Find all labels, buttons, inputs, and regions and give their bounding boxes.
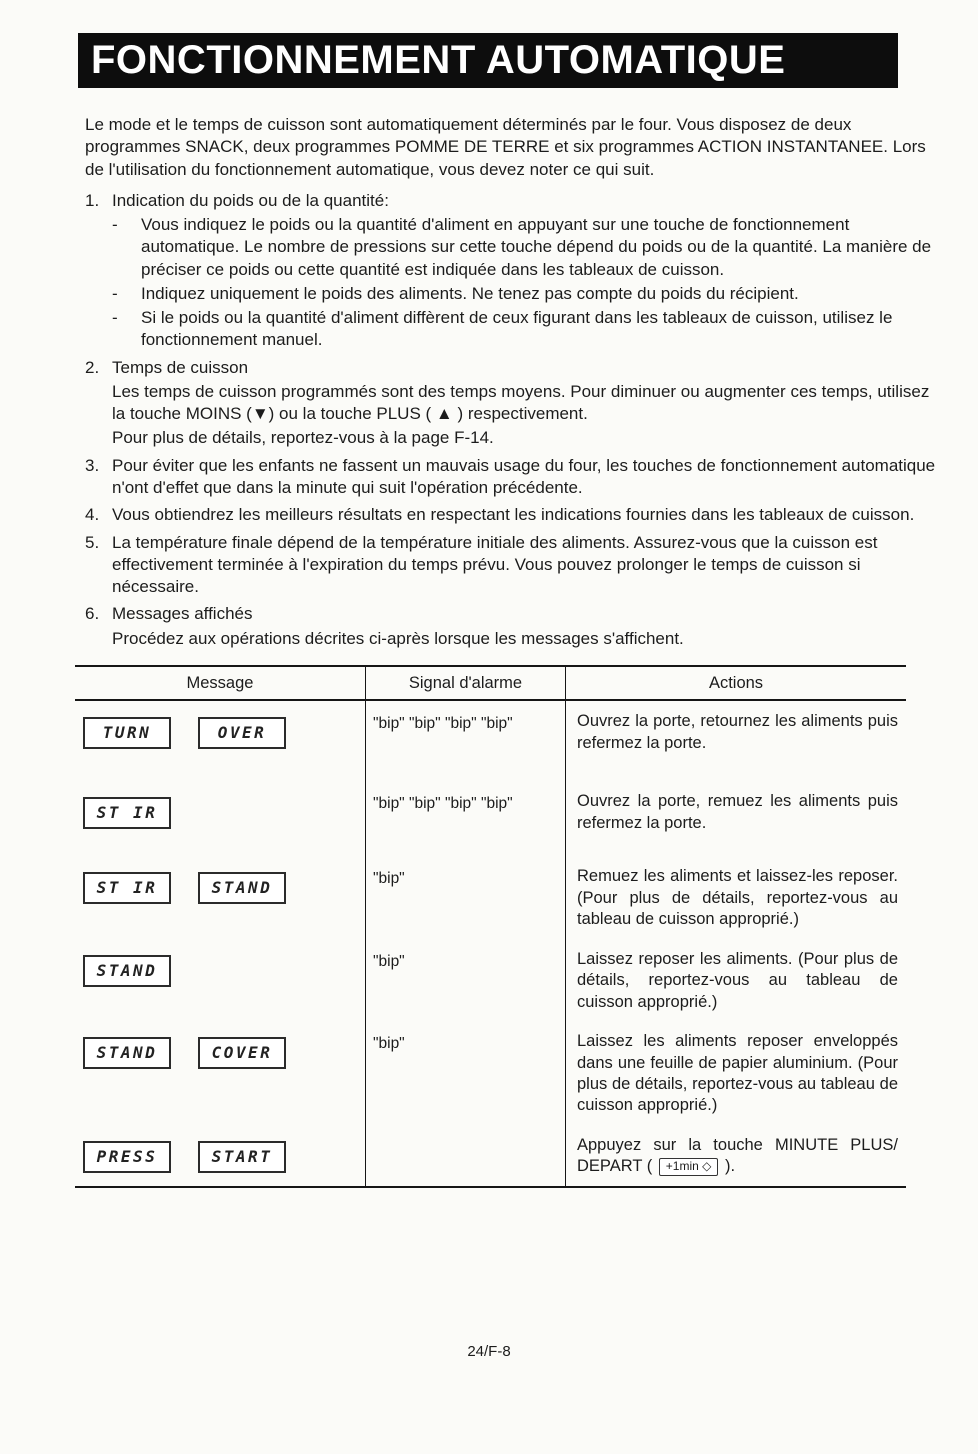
table-header-row [75, 667, 906, 702]
list-item-6 [85, 603, 936, 650]
item-number: 2. [85, 357, 100, 377]
item-text: Pour éviter que les enfants ne fassent un mauvais usage du four, les touches de fonctionnement automatique n'ont d'effet que dans la minute qui suit l'opération précédente. [112, 455, 936, 497]
lcd-display: STAND [198, 872, 286, 904]
table-row [75, 781, 906, 856]
table-row [75, 939, 906, 1021]
lcd-display: ST IR [83, 872, 171, 904]
action-text-before-key: Appuyez sur la touche MINUTE PLUS/ DEPART ( [577, 1135, 898, 1176]
list-item-5 [85, 532, 936, 599]
sub-bullet [112, 307, 936, 352]
action-text [565, 1125, 906, 1186]
page-title-bar [78, 33, 898, 88]
alarm-signal-text: "bip" [365, 1021, 565, 1125]
list-item-2 [85, 357, 936, 450]
table-header-actions: Actions [565, 667, 906, 700]
lcd-display: STAND [83, 1037, 171, 1069]
list-item-1 [85, 190, 936, 352]
action-text: Remuez les aliments et laissez-les reposer. (Pour plus de détails, reportez-vous au tableau de cuisson approprié.) [565, 856, 906, 938]
messages-table [75, 665, 906, 1188]
item-number: 5. [85, 532, 100, 552]
bullet-text: Si le poids ou la quantité d'aliment diffèrent de ceux figurant dans les tableaux de cuisson, utilisez le fonctionnement manuel. [141, 308, 893, 350]
item-title: Indication du poids ou de la quantité: [112, 190, 389, 210]
list-item-4 [85, 504, 936, 526]
alarm-signal-text: "bip" "bip" "bip" "bip" [365, 701, 565, 781]
action-text: Laissez les aliments reposer enveloppés dans une feuille de papier aluminium. (Pour plus de détails, reportez-vous au tableau de cuisson approprié.) [565, 1021, 906, 1125]
item-title: Temps de cuisson [112, 357, 249, 377]
bullet-dash: - [112, 215, 118, 235]
item-paragraph: Pour plus de détails, reportez-vous à la page F-14. [112, 428, 494, 448]
lcd-display: ST IR [83, 797, 171, 829]
action-text: Ouvrez la porte, retournez les aliments puis refermez la porte. [565, 701, 906, 781]
item-text: Vous obtiendrez les meilleurs résultats en respectant les indications fournies dans les tableaux de cuisson. [112, 505, 915, 525]
lcd-display: TURN [83, 717, 171, 749]
table-row [75, 701, 906, 781]
intro-paragraph: Le mode et le temps de cuisson sont automatiquement déterminés par le four. Vous disposez de deux programmes SNACK, deux programmes POMME DE TERRE et six programmes ACTION INSTANTANEE. Lors de l'utilisation du fonctionnement automatique, vous devez noter ce qui suit. [85, 115, 926, 179]
page-number: 24/F-8 [467, 1343, 511, 1360]
page-content [78, 114, 936, 1188]
lcd-display: COVER [198, 1037, 286, 1069]
table-header-alarm-signal: Signal d'alarme [365, 667, 565, 700]
action-text: Ouvrez la porte, remuez les aliments puis refermez la porte. [565, 781, 906, 856]
table-row [75, 1125, 906, 1186]
bullet-text: Vous indiquez le poids ou la quantité d'aliment en appuyant sur une touche de fonctionnement automatique. Le nombre de pressions sur cette touche dépend du poids ou de la quantité. La manière de préciser ce poids ou cette quantité est indiquée dans les tableaux de cuisson. [141, 215, 932, 279]
action-text: Laissez reposer les aliments. (Pour plus de détails, reportez-vous au tableau de cuisson approprié.) [565, 939, 906, 1021]
item-title: Messages affichés [112, 604, 253, 624]
item-number: 4. [85, 505, 100, 525]
item-number: 1. [85, 190, 100, 210]
lcd-display: PRESS [83, 1141, 171, 1173]
key-label: +1min ◇ [665, 1158, 712, 1173]
item-number: 3. [85, 455, 100, 475]
list-item-3 [85, 455, 936, 500]
action-text-after-key: ). [724, 1157, 736, 1176]
sub-bullet [112, 214, 936, 281]
alarm-signal-text [365, 1125, 565, 1186]
bullet-dash: - [112, 308, 118, 328]
item-paragraph: Procédez aux opérations décrites ci-après lorsque les messages s'affichent. [112, 628, 684, 648]
lcd-display: OVER [198, 717, 286, 749]
sub-bullet [112, 283, 936, 305]
item-text: La température finale dépend de la température initiale des aliments. Assurez-vous que la cuisson est effectivement terminée à l'expiration du temps prévu. Vous pouvez prolonger le temps de cuisson si nécessaire. [112, 532, 878, 597]
table-header-message: Message [186, 673, 254, 692]
table-row [75, 856, 906, 938]
page-title: FONCTIONNEMENT AUTOMATIQUE [91, 38, 786, 82]
lcd-display: START [198, 1141, 286, 1173]
bullet-text: Indiquez uniquement le poids des aliments. Ne tenez pas compte du poids du récipient. [141, 283, 799, 303]
minute-plus-depart-key [659, 1158, 719, 1177]
alarm-signal-text: "bip" [365, 939, 565, 1021]
table-row [75, 1021, 906, 1125]
alarm-signal-text: "bip" "bip" "bip" "bip" [365, 781, 565, 856]
item-number: 6. [85, 604, 100, 624]
item-paragraph: Les temps de cuisson programmés sont des temps moyens. Pour diminuer ou augmenter ces temps, utilisez la touche MOINS (▼) ou la touche PLUS ( ▲ ) respectivement. [112, 381, 930, 424]
alarm-signal-text: "bip" [365, 856, 565, 938]
bullet-dash: - [112, 283, 118, 303]
lcd-display: STAND [83, 955, 171, 987]
